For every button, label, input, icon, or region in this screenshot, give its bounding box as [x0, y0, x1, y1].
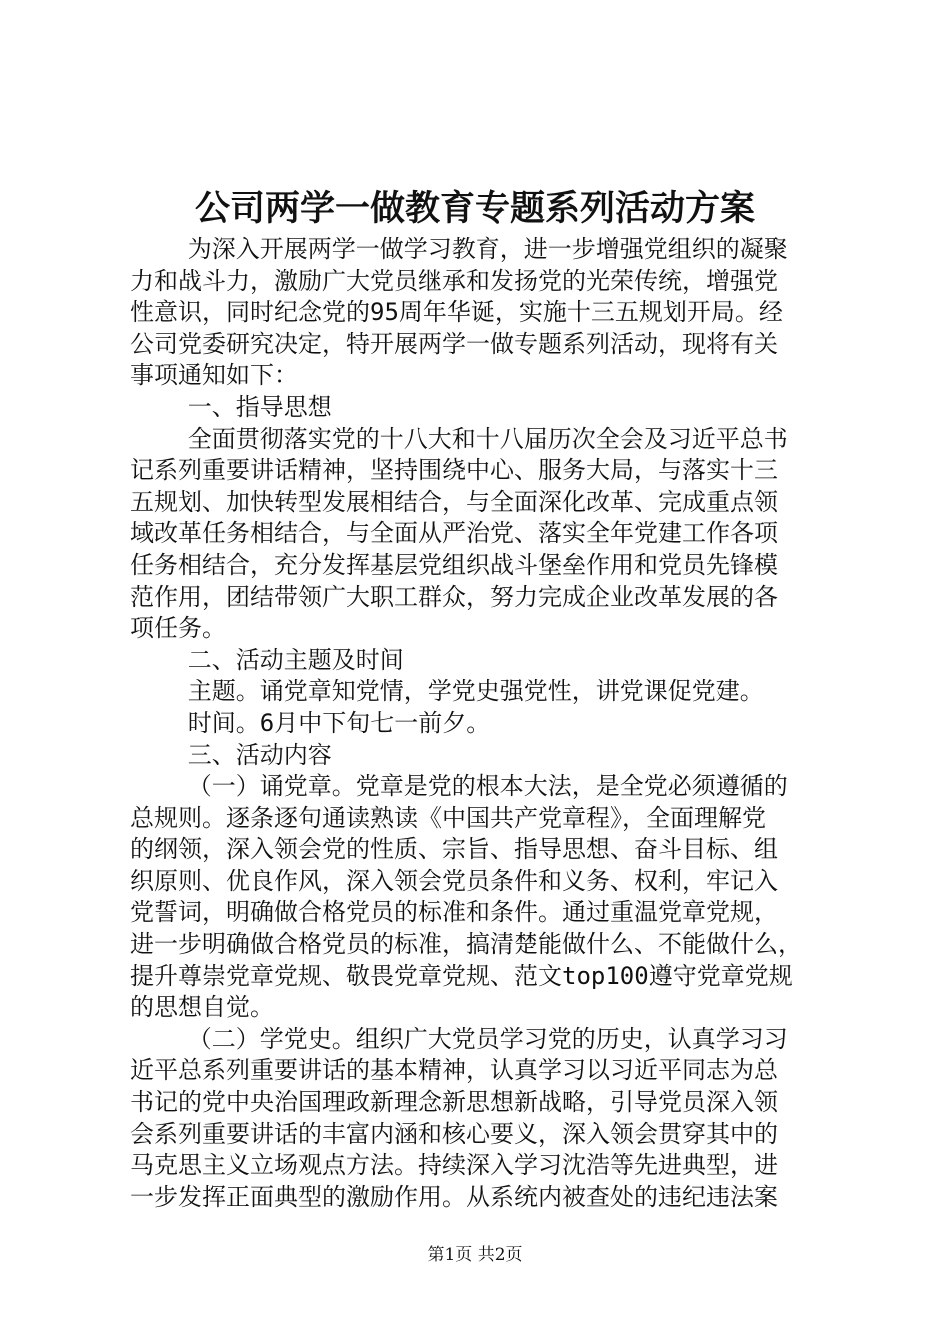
body-line: 事项通知如下： — [130, 361, 298, 390]
body-line: 记系列重要讲话精神，坚持围绕中心、服务大局，与落实十三 — [130, 456, 778, 485]
body-line: （二）学党史。组织广大党员学习党的历史，认真学习习 — [130, 1024, 788, 1053]
body-line: 近平总系列重要讲话的基本精神，认真学习以习近平同志为总 — [130, 1056, 778, 1085]
body-line: 公司党委研究决定，特开展两学一做专题系列活动，现将有关 — [130, 329, 778, 358]
body-line: 二、活动主题及时间 — [130, 645, 404, 674]
body-line: 时间。6月中下旬七一前夕。 — [130, 708, 491, 737]
body-line: 党誓词，明确做合格党员的标准和条件。通过重温党章党规， — [130, 898, 778, 927]
body-line: 书记的党中央治国理政新理念新思想新战略，引导党员深入领 — [130, 1088, 778, 1117]
body-line: 为深入开展两学一做学习教育，进一步增强党组织的凝聚 — [130, 235, 788, 263]
page-footer: 第1页 共2页 — [427, 1245, 523, 1265]
body-line: 马克思主义立场观点方法。持续深入学习沈浩等先进典型，进 — [130, 1151, 778, 1180]
body-line: 性意识，同时纪念党的95周年华诞，实施十三五规划开局。经 — [130, 298, 783, 327]
body-line: 主题。诵党章知党情，学党史强党性，讲党课促党建。 — [130, 677, 764, 706]
body-line: 提升尊崇党章党规、敬畏党章党规、范文top100遵守党章党规 — [130, 961, 793, 990]
body-line: 的思想自觉。 — [130, 993, 274, 1022]
body-line: 任务相结合，充分发挥基层党组织战斗堡垒作用和党员先锋模 — [130, 550, 778, 579]
body-line: 力和战斗力，激励广大党员继承和发扬党的光荣传统，增强党 — [130, 266, 778, 295]
body-line: 会系列重要讲话的丰富内涵和核心要义，深入领会贯穿其中的 — [130, 1119, 778, 1148]
body-line: 的纲领，深入领会党的性质、宗旨、指导思想、奋斗目标、组 — [130, 835, 778, 864]
body-line: （一）诵党章。党章是党的根本大法，是全党必须遵循的 — [130, 772, 788, 801]
body-line: 一步发挥正面典型的激励作用。从系统内被查处的违纪违法案 — [130, 1182, 778, 1211]
body-line: 五规划、加快转型发展相结合，与全面深化改革、完成重点领 — [130, 487, 778, 516]
body-line: 全面贯彻落实党的十八大和十八届历次全会及习近平总书 — [130, 424, 788, 453]
document-body — [130, 234, 835, 1213]
body-line: 范作用，团结带领广大职工群众，努力完成企业改革发展的各 — [130, 582, 778, 611]
body-line: 域改革任务相结合，与全面从严治党、落实全年党建工作各项 — [130, 519, 778, 548]
body-line: 总规则。逐条逐句通读熟读《中国共产党章程》，全面理解党 — [130, 803, 766, 832]
body-line: 三、活动内容 — [130, 740, 332, 769]
body-line: 一、指导思想 — [130, 392, 332, 421]
document-title: 公司两学一做教育专题系列活动方案 — [194, 188, 755, 229]
body-line: 进一步明确做合格党员的标准，搞清楚能做什么、不能做什么， — [130, 930, 802, 959]
body-line: 项任务。 — [130, 614, 226, 643]
body-line: 织原则、优良作风，深入领会党员条件和义务、权利，牢记入 — [130, 866, 778, 895]
